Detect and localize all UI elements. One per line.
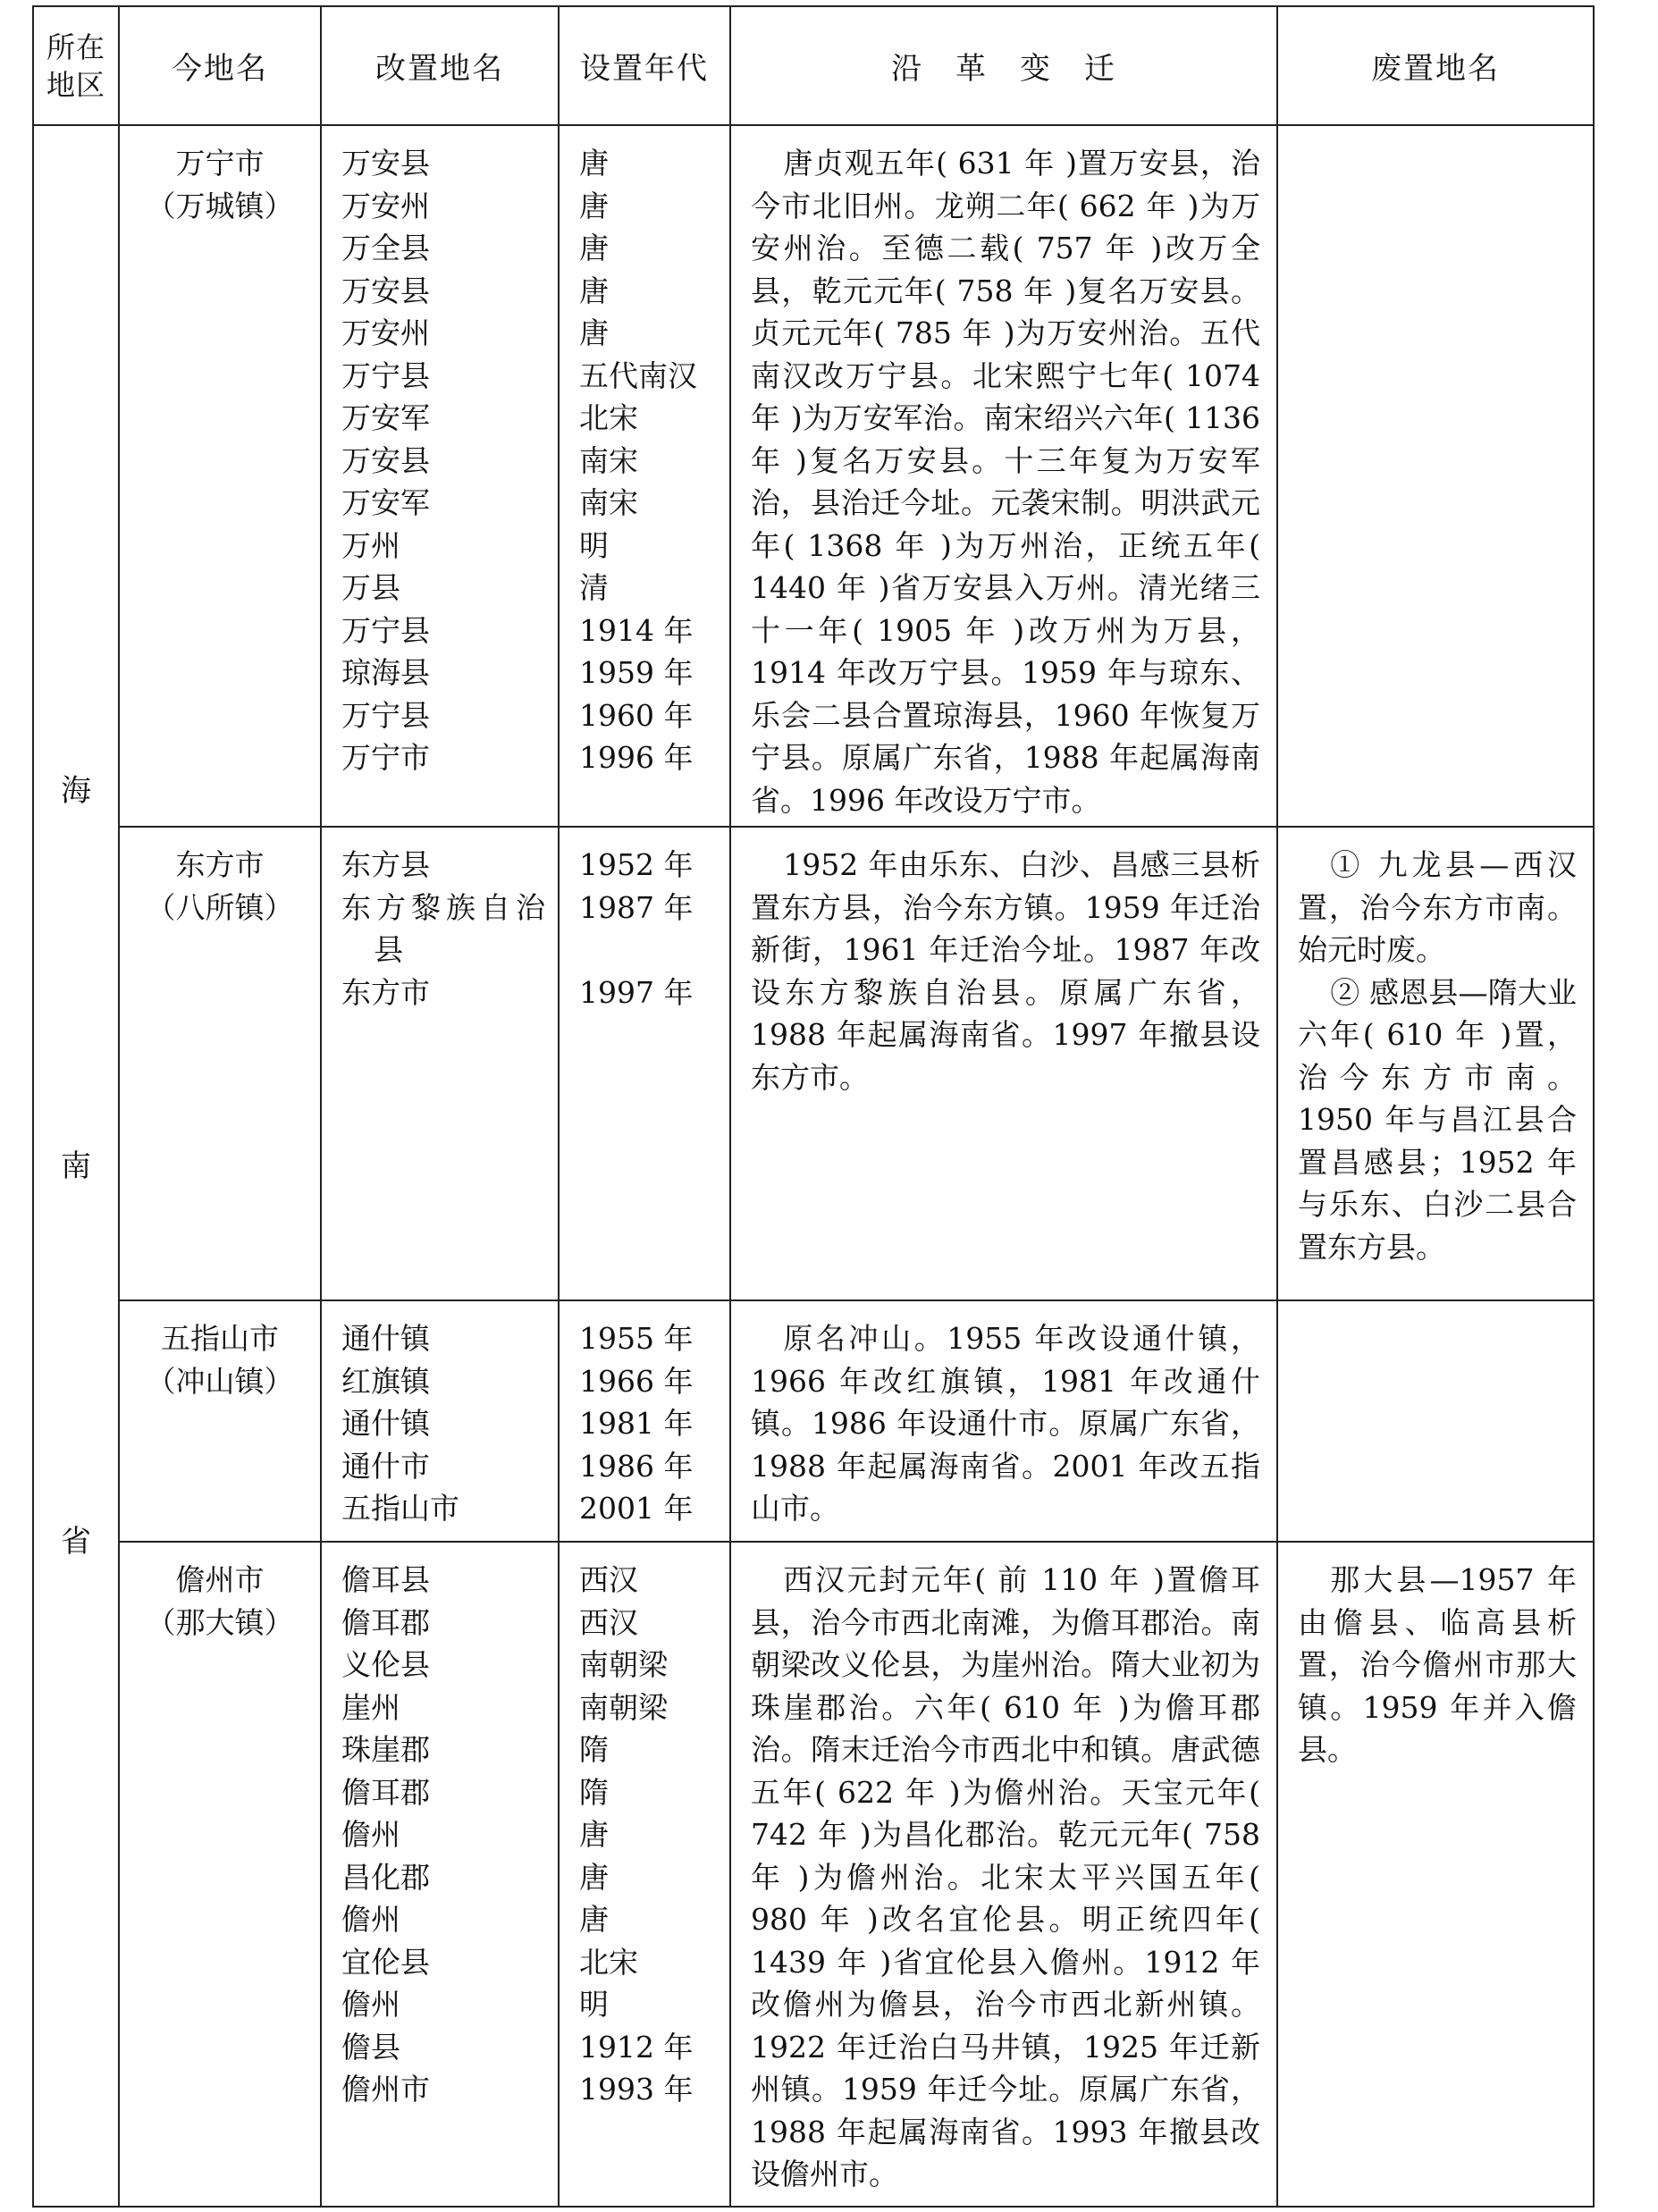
region-cell (33, 125, 119, 2207)
list-item: 1952 年 (579, 847, 694, 882)
list-item: 儋州 (341, 1902, 400, 1937)
list-item: 1966 年 (579, 1363, 694, 1399)
county-seat: （冲山镇） (146, 1363, 294, 1399)
history-text: 1952 年由乐东、白沙、昌感三县析置东方县，治今东方镇。1959 年迁治新街，1961 年迁治今址。1987 年改设东方黎族自治县。原属广东省，1988 年起属海南省。1997 年撤县设东方市。 (751, 847, 1260, 1095)
list-item: 1987 年 (579, 889, 694, 925)
list-item: 万安州 (341, 315, 430, 350)
abolished-entry: ② 感恩县—隋大业六年( 610 年 )置，治今东方市南。1950 年与昌江县合置昌感县；1952 年与乐东、白沙二县合置东方县。 (1298, 974, 1577, 1265)
current-name-cell (119, 1300, 321, 1542)
list-item: 唐 (579, 1902, 609, 1937)
list-item: 儋耳郡 (341, 1774, 430, 1810)
list-item: 1912 年 (579, 2029, 694, 2065)
list-item: 1986 年 (579, 1448, 694, 1484)
list-item: 万州 (341, 527, 400, 563)
list-item: 1981 年 (579, 1406, 694, 1441)
renamed-names-cell (321, 125, 559, 827)
history-text: 原名冲山。1955 年改设通什镇，1966 年改红旗镇，1981 年改通什镇。1986 年设通什市。原属广东省，1988 年起属海南省。2001 年改五指山市。 (751, 1321, 1260, 1526)
list-item: 万全县 (341, 231, 430, 265)
list-item: 1955 年 (579, 1321, 694, 1356)
abolished-cell (1277, 125, 1594, 827)
county-seat: （万城镇） (146, 188, 294, 223)
table-row (33, 1542, 1594, 2207)
list-item: 北宋 (579, 1944, 638, 1980)
list-item: 通什镇 (341, 1321, 430, 1356)
era-cell (559, 1542, 730, 2207)
list-item: 儋县 (341, 2029, 400, 2065)
list-item: 儋州 (341, 1817, 400, 1852)
county-seat: （那大镇） (146, 1604, 294, 1640)
list-item: 唐 (579, 146, 609, 181)
current-name-cell (119, 1542, 321, 2207)
list-item: 唐 (579, 315, 609, 350)
history-cell (730, 1542, 1277, 2207)
list-item: 万宁县 (341, 697, 430, 733)
list-item: 唐 (579, 231, 609, 265)
history-text: 唐贞观五年( 631 年 )置万安县，治今市北旧州。龙朔二年( 662 年 )为万安州治。至德二载( 757 年 )改万全县，乾元元年( 758 年 )复名万安县。贞元元年( 785 年 )为万安州治。五代南汉改万宁县。北宋熙宁七年( 1074 年 )为万安军治。南宋绍兴六年( 1136 年 )复名万安县。十三年复为万安军治，县治迁今址。元袭宋制。明洪武元年( 1368 年 )为万州治，正统五年( 1440 年 )省万安县入万州。清光绪三十一年( 1905 年 )改万州为万县，1914 年改万宁县。1959 年与琼东、乐会二县合置琼海县，1960 年恢复万宁县。原属广东省，1988 年起属海南省。1996 年改设万宁市。 (751, 146, 1260, 818)
era-cell (559, 1300, 730, 1542)
list-item: 1993 年 (579, 2072, 694, 2107)
abolished-entry: ① 九龙县—西汉置，治今东方市南。始元时废。 (1298, 847, 1577, 967)
list-item: 万安县 (341, 442, 430, 478)
list-item: 南朝梁 (579, 1689, 668, 1725)
list-item: 1959 年 (579, 655, 694, 690)
list-item: 西汉 (579, 1604, 638, 1640)
list-item: 唐 (579, 1859, 609, 1895)
current-name: 万宁市 (175, 146, 265, 181)
list-item: 五指山市 (341, 1491, 459, 1526)
region-char: 省 (61, 1523, 91, 1560)
list-item: 隋 (579, 1774, 609, 1810)
abolished-entry: 那大县—1957 年由儋县、临高县析置，治今儋州市那大镇。1959 年并入儋县。 (1298, 1562, 1577, 1767)
list-item: 南宋 (579, 442, 638, 478)
history-cell (730, 1300, 1277, 1542)
list-item: 清 (579, 570, 609, 605)
list-item: 昌化郡 (341, 1859, 430, 1895)
list-item: 儋州 (341, 1987, 400, 2022)
list-item: 琼海县 (341, 655, 430, 690)
list-item: 儋州市 (341, 2072, 430, 2107)
list-item: 明 (579, 527, 609, 563)
list-item: 通什镇 (341, 1406, 430, 1441)
abolished-cell (1277, 1300, 1594, 1542)
history-text: 西汉元封元年( 前 110 年 )置儋耳县，治今市西北南滩，为儋耳郡治。南朝梁改义伦县，为崖州治。隋大业初为珠崖郡治。六年( 610 年 )为儋耳郡治。隋末迁治今市西北中和镇。唐武德五年( 622 年 )为儋州治。天宝元年( 742 年 )为昌化郡治。乾元元年( 758 年 )为儋州治。北宋太平兴国五年( 980 年 )改名宜伦县。明正统四年( 1439 年 )省宜伦县入儋州。1912 年改儋州为儋县，治今市西北新州镇。1922 年迁治白马井镇，1925 年迁新州镇。1959 年迁今址。原属广东省，1988 年起属海南省。1993 年撤县改设儋州市。 (751, 1562, 1260, 2191)
list-item (579, 929, 729, 971)
list-item: 2001 年 (579, 1491, 694, 1526)
header-region: 所在地区 (33, 6, 119, 125)
list-item: 唐 (579, 188, 609, 223)
list-item: 1997 年 (579, 974, 694, 1010)
current-name: 五指山市 (161, 1321, 279, 1356)
list-item: 西汉 (579, 1562, 638, 1597)
list-item: 南朝梁 (579, 1647, 668, 1682)
list-item: 万宁县 (341, 357, 430, 393)
header-renamed-names: 改置地名 (321, 6, 559, 125)
current-name: 儋州市 (175, 1562, 265, 1597)
gazetteer-table-page (32, 5, 1593, 2206)
place-name-table (32, 5, 1595, 2208)
current-name: 东方市 (175, 847, 265, 882)
list-item: 万安军 (341, 400, 430, 435)
list-item: 1960 年 (579, 697, 694, 733)
era-cell (559, 125, 730, 827)
list-item: 义伦县 (341, 1647, 430, 1682)
list-item: 儋耳县 (341, 1562, 430, 1597)
list-item: 五代南汉 (579, 357, 697, 393)
list-item: 崖州 (341, 1689, 400, 1725)
renamed-names-cell (321, 1300, 559, 1542)
list-item: 东方黎族自治县 (341, 889, 551, 967)
list-item: 万县 (341, 570, 400, 605)
list-item: 东方市 (341, 974, 430, 1010)
list-item: 珠崖郡 (341, 1732, 430, 1767)
list-item: 东方县 (341, 847, 430, 882)
table-row (33, 125, 1594, 827)
list-item: 隋 (579, 1732, 609, 1767)
list-item: 红旗镇 (341, 1363, 430, 1399)
list-item: 万安县 (341, 146, 430, 181)
list-item: 万宁市 (341, 740, 430, 775)
list-item: 唐 (579, 273, 609, 308)
region-char: 南 (61, 1148, 91, 1184)
renamed-names-cell (321, 1542, 559, 2207)
list-item: 宜伦县 (341, 1944, 430, 1980)
history-cell (730, 125, 1277, 827)
list-item: 通什市 (341, 1448, 430, 1484)
county-seat: （八所镇） (146, 889, 294, 925)
list-item: 儋耳郡 (341, 1604, 430, 1640)
list-item: 万宁县 (341, 612, 430, 648)
list-item: 万安军 (341, 485, 430, 520)
table-row (33, 827, 1594, 1300)
list-item: 万安县 (341, 273, 430, 308)
list-item: 1996 年 (579, 740, 694, 775)
list-item: 南宋 (579, 485, 638, 520)
era-cell (559, 827, 730, 1300)
region-char: 海 (61, 772, 91, 809)
history-cell (730, 827, 1277, 1300)
header-row (33, 6, 1594, 125)
header-history: 沿 革 变 迁 (730, 6, 1277, 125)
list-item: 1914 年 (579, 612, 694, 648)
list-item: 北宋 (579, 400, 638, 435)
current-name-cell (119, 125, 321, 827)
table-row (33, 1300, 1594, 1542)
abolished-cell (1277, 1542, 1594, 2207)
header-current-name: 今地名 (119, 6, 321, 125)
list-item: 明 (579, 1987, 609, 2022)
list-item: 万安州 (341, 188, 430, 223)
renamed-names-cell (321, 827, 559, 1300)
header-abolished-names: 废置地名 (1277, 6, 1594, 125)
list-item: 唐 (579, 1817, 609, 1852)
header-established-era: 设置年代 (559, 6, 730, 125)
current-name-cell (119, 827, 321, 1300)
abolished-cell (1277, 827, 1594, 1300)
